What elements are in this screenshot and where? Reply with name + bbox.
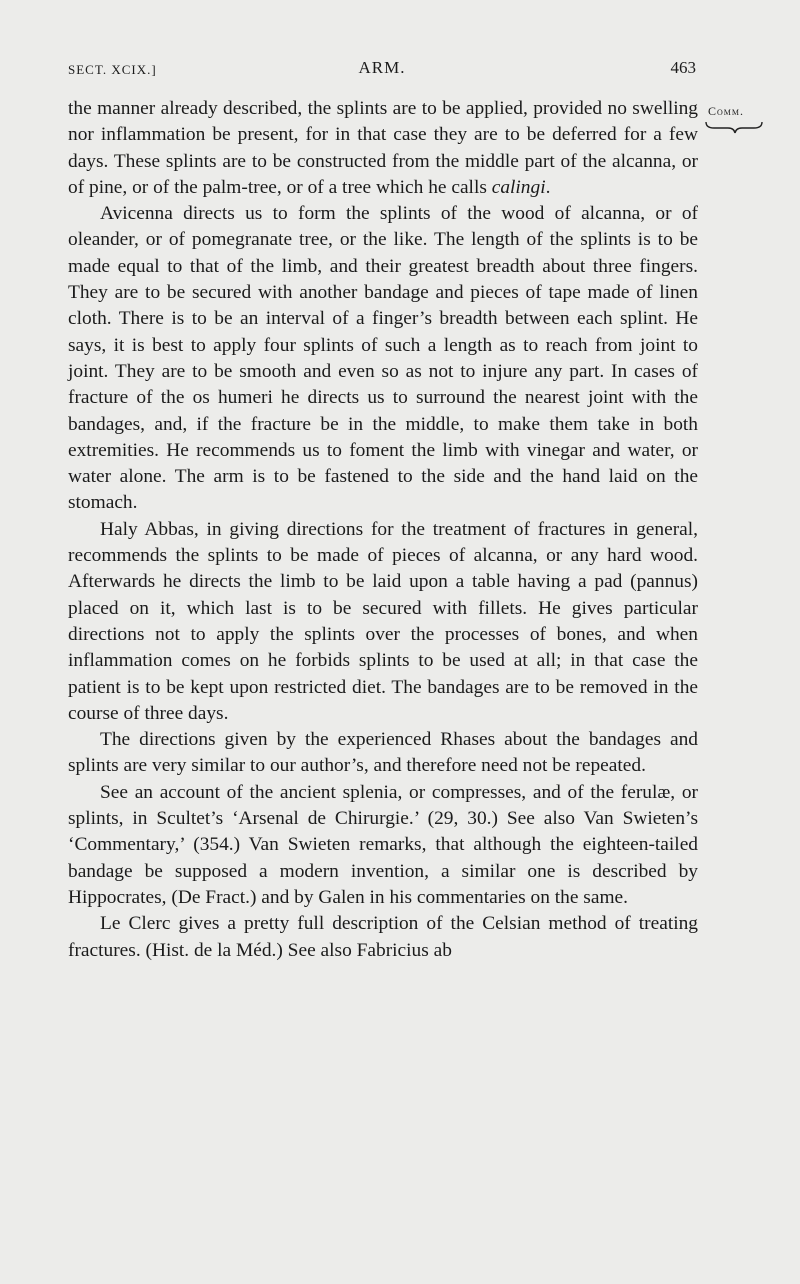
paragraph-6: Le Clerc gives a pretty full description of the Celsian method of treating fractures. (Hist. de la Méd.) See also Fabricius ab (68, 913, 698, 961)
page-number: 463 (670, 58, 696, 77)
paragraph-1 (68, 96, 698, 201)
italic-term: calingi (491, 176, 546, 198)
paragraph-5: See an account of the ancient splenia, or compresses, and of the ferulæ, or splints, in Scultet’s ‘Arsenal de Chirurgie.’ (29, 30.) See also Van Swieten’s ‘Commentary,’ (354.) Van Swieten remarks, that although the eighteen-tailed bandage be supposed a modern invention, a similar one is described by Hippocrates, (De Fract.) and by Galen in his commentaries on the same. (68, 781, 698, 908)
page-title: ARM. (358, 58, 406, 77)
margin-brace (704, 119, 764, 135)
paragraph-2: Avicenna directs us to form the splints of the wood of alcanna, or of oleander, or of pomegranate tree, or the like. The length of the splints is to be made equal to that of the limb, and their greatest breadth about three fingers. They are to be secured with another bandage and pieces of tape made of linen cloth. There is to be an interval of a finger’s breadth between each splint. He says, it is best to apply four splints of such a length as to reach from joint to joint. They are to be smooth and even so as not to injure any part. In cases of fracture of the os humeri he directs us to surround the nearest joint with the bandages, and, if the fracture be in the middle, to make them take in both extremities. He recommends us to foment the limb with vinegar and water, or water alone. The arm is to be fastened to the side and the hand laid on the stomach. (68, 203, 698, 514)
running-header (68, 58, 696, 82)
body-text (68, 96, 698, 964)
paragraph-3: Haly Abbas, in giving directions for the treatment of fractures in general, recommends the splints to be made of pieces of alcanna, or any hard wood. Afterwards he directs the limb to be laid upon a table having a pad (pannus) placed on it, which last is to be secured with fillets. He gives particular directions not to apply the splints over the processes of bones, and when inflammation comes on he forbids splints to be used at all; in that case the patient is to be kept upon restricted diet. The bandages are to be removed in the course of three days. (68, 518, 698, 724)
paragraph-1-end: . (545, 176, 551, 198)
margin-note: Comm. (708, 104, 745, 118)
section-label: SECT. XCIX.] (68, 62, 157, 77)
paragraph-1-text: the manner already described, the splints are to be applied, provided no swelling nor inflammation be present, for in that case they are to be deferred for a few days. These splints are to be constructed from the middle part of the alcanna, or of pine, or of the palm-tree, or of a tree which he calls (68, 98, 698, 198)
paragraph-4: The directions given by the experienced Rhases about the bandages and splints are very similar to our author’s, and therefore need not be repeated. (68, 729, 698, 777)
